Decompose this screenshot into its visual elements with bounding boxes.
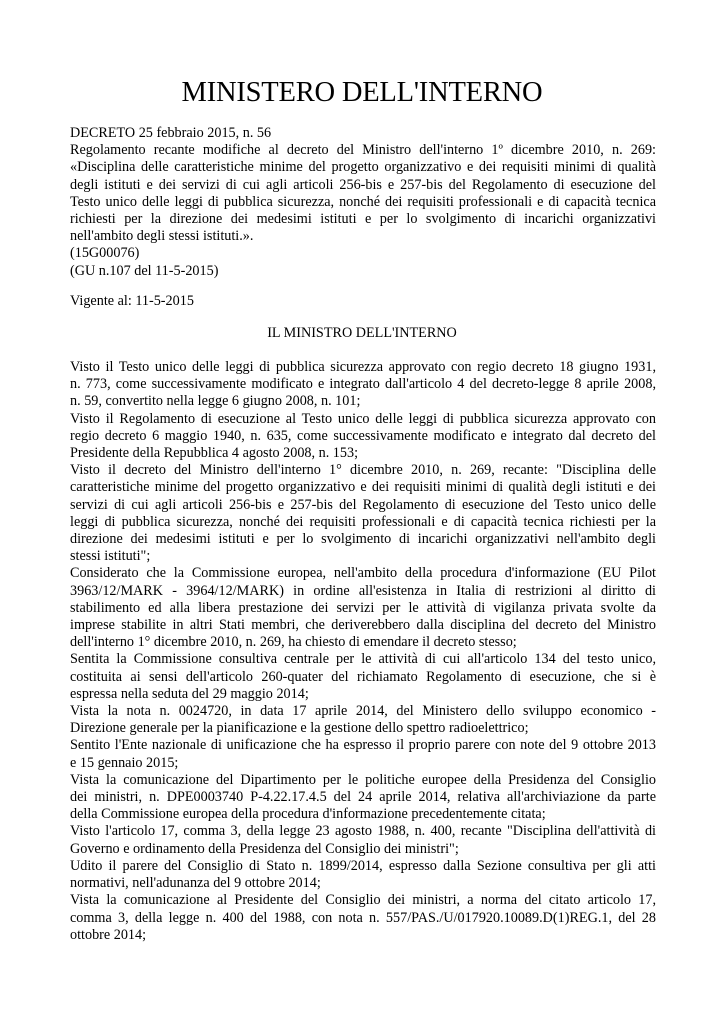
decree-line: Testo unico delle leggi di pubblica sicurezza, nonché dei requisiti professionali e di capacità tecnica — [70, 193, 656, 210]
vigente-date: Vigente al: 11-5-2015 — [70, 293, 194, 309]
paragraph-line: dei ministri, n. DPE0003740 P-4.22.17.4.5 del 24 aprile 2014, relativa all'archiviazione da parte — [70, 789, 656, 806]
decree-line: richiesti per la direzione dei medesimi istituti e per lo svolgimento di incarichi organizzativi — [70, 211, 656, 228]
paragraph-line: n. 59, convertito nella legge 6 giugno 2008, n. 101; — [70, 393, 361, 410]
paragraph-line: Governo e ordinamento della Presidenza del Consiglio dei ministri"; — [70, 840, 459, 857]
paragraph — [70, 651, 656, 703]
paragraph — [70, 892, 656, 944]
paragraph-line: comma 3, della legge n. 400 del 1988, con nota n. 557/PAS./U/017920.10089.D(1)REG.1, del 28 — [70, 909, 656, 926]
paragraph-line: caratteristiche minime del progetto organizzativo e dei requisiti minimi di qualità degli istituti e dei — [70, 479, 656, 496]
paragraph-line: normativi, nell'adunanza del 9 ottobre 2014; — [70, 875, 321, 892]
paragraph-line: Vista la comunicazione del Dipartimento per le politiche europee della Presidenza del Consiglio — [70, 771, 656, 788]
paragraph — [70, 823, 656, 857]
paragraph-line: direzione dei medesimi istituti e per lo svolgimento di incarichi organizzativi nell'ambito degli — [70, 531, 656, 548]
decree-line: nell'ambito degli stessi istituti.». — [70, 228, 254, 245]
paragraph — [70, 703, 656, 737]
paragraph — [70, 772, 656, 824]
paragraph-line: imprese stabilite in altri Stati membri, che deriverebbero dalla disciplina del decreto del Ministro — [70, 617, 656, 634]
paragraph-line: n. 773, come successivamente modificato e integrato dall'articolo 4 del decreto-legge 8 aprile 2008, — [70, 376, 656, 393]
paragraph — [70, 737, 656, 771]
paragraph-line: Visto il Regolamento di esecuzione al Testo unico delle leggi di pubblica sicurezza approvato con — [70, 410, 656, 427]
paragraph-line: Visto il Testo unico delle leggi di pubblica sicurezza approvato con regio decreto 18 giugno 1931, — [70, 359, 656, 375]
paragraph — [70, 858, 656, 892]
paragraph-line: espressa nella seduta del 29 maggio 2014; — [70, 685, 309, 702]
paragraph-line: dell'interno 1° dicembre 2010, n. 269, ha chiesto di emendare il decreto stesso; — [70, 634, 517, 651]
paragraph-line: Vista la nota n. 0024720, in data 17 aprile 2014, del Ministero dello sviluppo economico - — [70, 703, 656, 720]
paragraph-line: Vista la comunicazione al Presidente del Consiglio dei ministri, a norma del citato articolo 17, — [70, 892, 656, 909]
paragraph-line: Sentita la Commissione consultiva centrale per le attività di cui all'articolo 134 del testo unico, — [70, 651, 656, 668]
minister-heading: IL MINISTRO DELL'INTERNO — [267, 325, 457, 341]
paragraph-line: Visto il decreto del Ministro dell'interno 1° dicembre 2010, n. 269, recante: "Disciplina delle — [70, 462, 656, 479]
paragraph-line: regio decreto 6 maggio 1940, n. 635, come successivamente modificato e integrato dal decreto del — [70, 427, 656, 444]
paragraph-line: della Commissione europea della procedura d'informazione precedentemente citata; — [70, 806, 546, 823]
paragraph-line: servizi di cui agli articoli 256-bis e 257-bis del Regolamento di esecuzione del Testo unico delle — [70, 496, 656, 513]
paragraph-line: leggi di pubblica sicurezza, nonché dei requisiti professionali e di capacità tecnica richiesti per la — [70, 513, 656, 530]
decree-line: Regolamento recante modifiche al decreto del Ministro dell'interno 1º dicembre 2010, n. 269: — [70, 142, 656, 159]
paragraph-line: stessi istituti"; — [70, 548, 151, 565]
paragraph-line: Direzione generale per la pianificazione e la gestione dello spettro radioelettrico; — [70, 720, 529, 737]
gazette-reference: (GU n.107 del 11-5-2015) — [70, 262, 219, 279]
paragraph-line: 3963/12/MARK - 3964/12/MARK) in ordine all'esistenza in Italia di restrizioni al diritto di — [70, 582, 656, 599]
decree-line: «Disciplina delle caratteristiche minime del progetto organizzativo e dei requisiti minimi di qualità — [70, 159, 656, 176]
paragraph-line: e 15 gennaio 2015; — [70, 754, 179, 771]
paragraph — [70, 411, 656, 463]
paragraph — [70, 359, 656, 411]
paragraph-line: costituita ai sensi dell'articolo 260-quater del richiamato Regolamento di esecuzione, che si è — [70, 668, 656, 685]
paragraph-line: Sentito l'Ente nazionale di unificazione che ha espresso il proprio parere con note del 9 ottobre 2013 — [70, 737, 656, 754]
decree-line: degli istituti e dei servizi di cui agli articoli 256-bis e 257-bis del Regolamento di esecuzione del — [70, 176, 656, 193]
document-title: MINISTERO DELL'INTERNO — [181, 77, 543, 108]
paragraph-line: stabilimento ed alla libera prestazione dei servizi per le attività di vigilanza privata svolte da — [70, 599, 656, 616]
decree-code: (15G00076) — [70, 245, 140, 262]
paragraph-line: Udito il parere del Consiglio di Stato n. 1899/2014, espresso dalla Sezione consultiva per gli atti — [70, 857, 656, 874]
paragraph-line: Visto l'articolo 17, comma 3, della legge 23 agosto 1988, n. 400, recante "Disciplina dell'attività di — [70, 823, 656, 840]
decree-line: DECRETO 25 febbraio 2015, n. 56 — [70, 125, 272, 141]
considerations — [70, 359, 656, 944]
paragraph-line: Presidente della Repubblica 4 agosto 2008, n. 153; — [70, 445, 359, 462]
paragraph-line: ottobre 2014; — [70, 926, 147, 943]
decree-header — [70, 125, 656, 280]
paragraph-line: Considerato che la Commissione europea, nell'ambito della procedura d'informazione (EU Pilot — [70, 565, 656, 582]
paragraph — [70, 565, 656, 651]
paragraph — [70, 462, 656, 565]
